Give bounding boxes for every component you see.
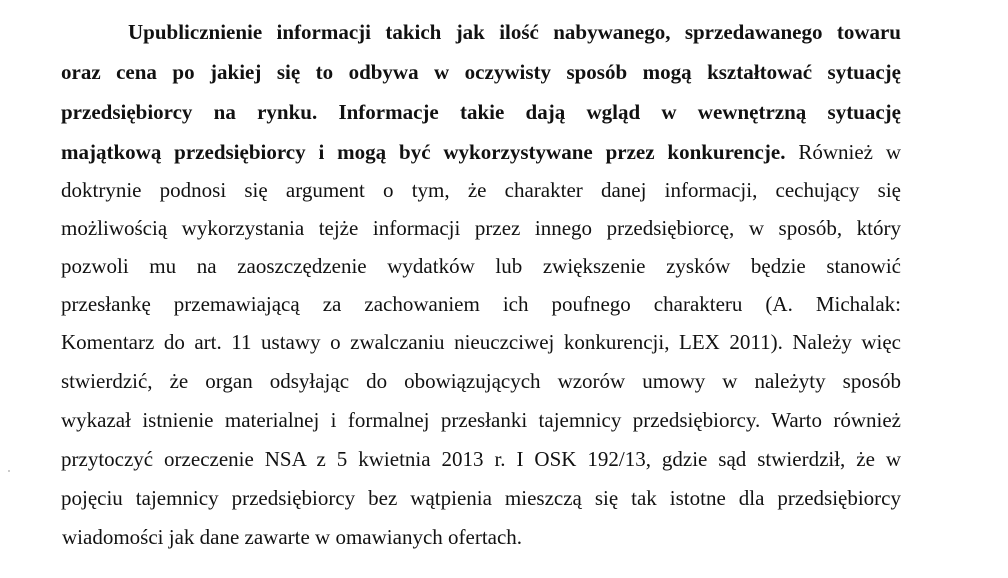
text-line-11 — [61, 406, 901, 434]
bold-text: oraz cena po jakiej się to odbywa w oczywisty sposób mogą kształtować sytuację — [61, 60, 901, 84]
text-line-5 — [61, 176, 901, 204]
text-line-12 — [61, 445, 901, 473]
text-line-4 — [61, 138, 901, 166]
normal-text: Również w — [785, 140, 901, 164]
normal-text: przesłankę przemawiającą za zachowaniem ich poufnego charakteru (A. Michalak: — [61, 292, 901, 316]
text-line-13 — [61, 484, 901, 512]
bold-text: Upublicznienie informacji takich jak ilość nabywanego, sprzedawanego towaru — [128, 20, 901, 44]
text-line-8 — [61, 290, 901, 318]
normal-text: pozwoli mu na zaoszczędzenie wydatków lub zwiększenie zysków będzie stanowić — [61, 254, 901, 278]
text-line-10 — [61, 367, 901, 395]
scan-speck — [8, 470, 10, 472]
normal-text: doktrynie podnosi się argument o tym, że charakter danej informacji, cechujący się — [61, 178, 901, 202]
normal-text: pojęciu tajemnicy przedsiębiorcy bez wątpienia mieszczą się tak istotne dla przedsiębiorcy — [61, 486, 901, 510]
text-line-3 — [61, 98, 901, 126]
text-line-7 — [61, 252, 901, 280]
bold-text: przedsiębiorcy na rynku. Informacje takie dają wgląd w wewnętrzną sytuację — [61, 100, 901, 124]
text-line-1 — [128, 18, 901, 46]
bold-text: majątkową przedsiębiorcy i mogą być wykorzystywane przez konkurencje. — [61, 140, 786, 164]
normal-text: możliwością wykorzystania tejże informacji przez innego przedsiębiorcę, w sposób, który — [61, 216, 901, 240]
normal-text: Komentarz do art. 11 ustawy o zwalczaniu nieuczciwej konkurencji, LEX 2011). Należy więc — [61, 330, 901, 354]
text-line-14 — [62, 523, 522, 551]
text-line-9 — [61, 328, 901, 356]
normal-text: wiadomości jak dane zawarte w omawianych ofertach. — [62, 525, 523, 549]
normal-text: przytoczyć orzeczenie NSA z 5 kwietnia 2013 r. I OSK 192/13, gdzie sąd stwierdził, że w — [61, 447, 901, 471]
normal-text: stwierdzić, że organ odsyłając do obowiązujących wzorów umowy w należyty sposób — [61, 369, 901, 393]
normal-text: wykazał istnienie materialnej i formalnej przesłanki tajemnicy przedsiębiorcy. Warto również — [61, 408, 901, 432]
text-line-2 — [61, 58, 901, 86]
text-line-6 — [61, 214, 901, 242]
